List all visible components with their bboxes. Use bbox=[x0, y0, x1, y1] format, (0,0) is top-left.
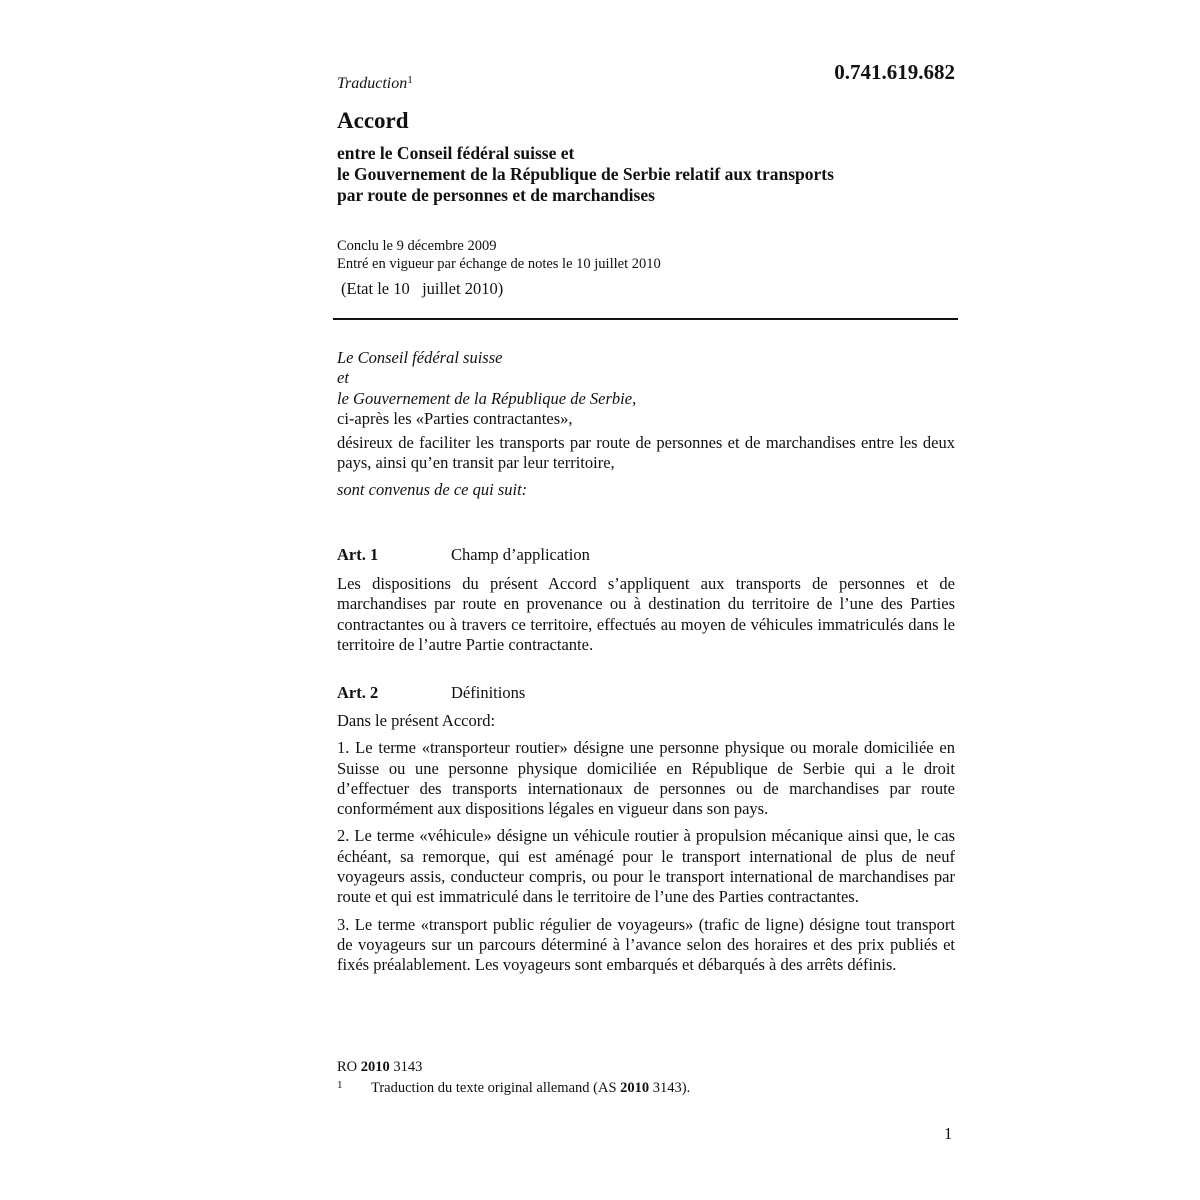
official-compilation-ref bbox=[337, 1059, 422, 1076]
subtitle-line: le Gouvernement de la République de Serbie relatif aux transports bbox=[337, 164, 834, 184]
preamble-desire: désireux de faciliter les transports par route de personnes et de marchandises entre les deux pays, ainsi qu’en transit par leur territoire, bbox=[337, 433, 955, 473]
preamble-party-2: le Gouvernement de la République de Serbie, bbox=[337, 388, 637, 408]
article-paragraph: 2. Le terme «véhicule» désigne un véhicule routier à propulsion mécanique ainsi que, le cas échéant, sa remorque, qui est aménagé pour le transport international de plus de neuf voyageurs assis, conducteur compris, ou pour le transport international de marchandises par route et qui est immatriculé dans le territoire de l’une des Parties contractantes. bbox=[337, 826, 955, 907]
article-number: Art. 2 bbox=[337, 683, 379, 702]
document-title: Accord bbox=[337, 108, 409, 133]
article-paragraph: Les dispositions du présent Accord s’appliquent aux transports de personnes et de marchandises par route en provenance ou à destination du territoire de l’une des Parties contractantes ou à travers ce territoire, effectués au moyen de véhicules immatriculés dans le territoire de l’autre Partie contractante. bbox=[337, 574, 955, 654]
systematic-number: 0.741.619.682 bbox=[834, 60, 955, 84]
article-title: Champ d’application bbox=[451, 545, 590, 564]
document-meta bbox=[337, 237, 955, 273]
entry-into-force: Entré en vigueur par échange de notes le 10 juillet 2010 bbox=[337, 256, 661, 272]
footnote-year: 2010 bbox=[620, 1080, 650, 1096]
ro-page: 3143 bbox=[393, 1059, 423, 1075]
ro-year: 2010 bbox=[360, 1059, 390, 1075]
preamble-designation: ci-après les «Parties contractantes», bbox=[337, 408, 573, 428]
preamble bbox=[337, 348, 955, 500]
page-number: 1 bbox=[944, 1124, 953, 1143]
preamble-conjunction: et bbox=[337, 368, 349, 388]
translation-label bbox=[337, 74, 413, 93]
ro-prefix: RO bbox=[337, 1059, 358, 1075]
state-date: (Etat le 10 juillet 2010) bbox=[341, 279, 504, 298]
footnote-text-before: Traduction du texte original allemand (AS bbox=[371, 1080, 617, 1096]
footnote bbox=[337, 1079, 690, 1097]
article-1-body bbox=[337, 574, 955, 662]
document-subtitle bbox=[337, 143, 955, 206]
header-divider bbox=[333, 318, 958, 320]
article-paragraph: 1. Le terme «transporteur routier» désigne une personne physique ou morale domiciliée en Suisse ou une personne physique domiciliée en République de Serbie qui a le droit d’effectuer des transports internationaux de personnes ou de marchandises par route conformément aux dispositions légales en vigueur dans son pays. bbox=[337, 738, 955, 819]
article-paragraph: Dans le présent Accord: bbox=[337, 711, 496, 730]
article-number: Art. 1 bbox=[337, 545, 379, 564]
subtitle-line: par route de personnes et de marchandises bbox=[337, 185, 655, 205]
article-2-heading bbox=[337, 683, 955, 703]
subtitle-line: entre le Conseil fédéral suisse et bbox=[337, 143, 575, 163]
translation-label-text: Traduction bbox=[337, 75, 408, 92]
preamble-agreed: sont convenus de ce qui suit: bbox=[337, 479, 528, 499]
article-2-body bbox=[337, 711, 955, 983]
footnote-ref: 1 bbox=[407, 74, 413, 86]
article-title: Définitions bbox=[451, 683, 526, 702]
preamble-party-1: Le Conseil fédéral suisse bbox=[337, 348, 503, 367]
footnote-text-after: 3143). bbox=[652, 1080, 691, 1096]
footnote-mark: 1 bbox=[337, 1079, 343, 1091]
article-paragraph: 3. Le terme «transport public régulier de voyageurs» (trafic de ligne) désigne tout transport de voyageurs sur un parcours déterminé à l’avance selon des horaires et des prix publiés et fixés préalablement. Les voyageurs sont embarqués et débarqués à des arrêts définis. bbox=[337, 914, 955, 975]
article-1-heading bbox=[337, 545, 955, 565]
concluded-date: Conclu le 9 décembre 2009 bbox=[337, 238, 497, 254]
